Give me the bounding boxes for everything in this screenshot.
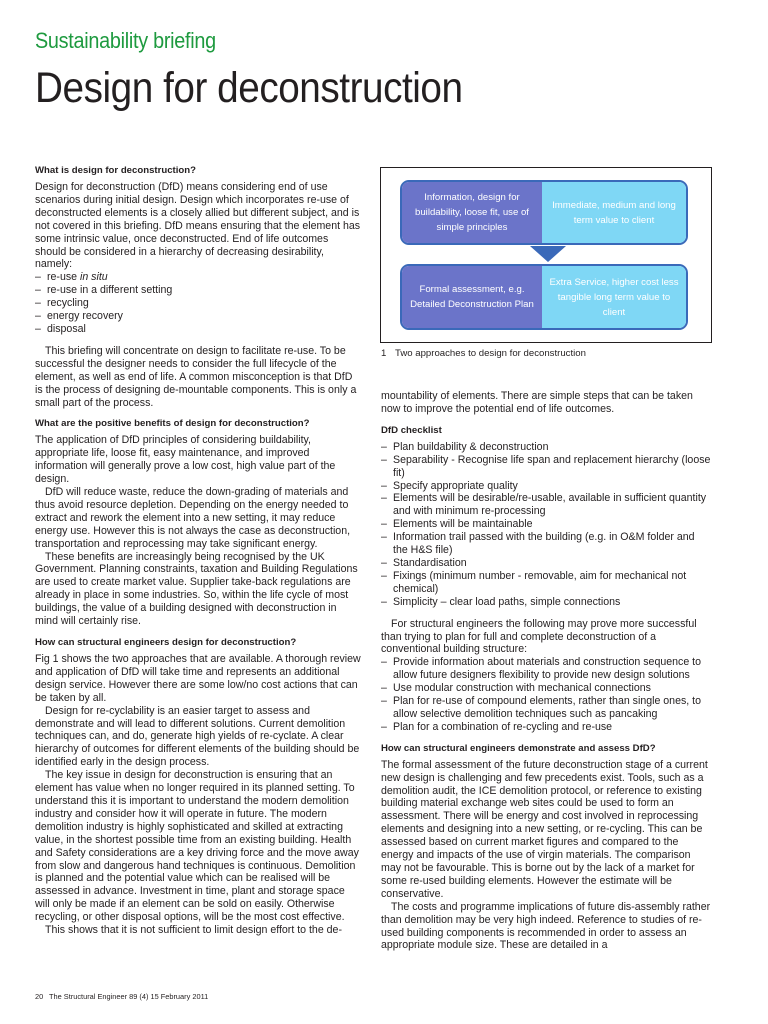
list-item-text: disposal — [47, 322, 86, 335]
section-heading: How can structural engineers design for deconstruction? — [35, 637, 297, 648]
dash: – — [381, 479, 387, 492]
list-item — [35, 310, 361, 323]
dash: – — [381, 492, 387, 505]
figure-caption-text: Two approaches to design for deconstruction — [395, 348, 586, 359]
checklist-item — [381, 454, 711, 480]
paragraph: Fig 1 shows the two approaches that are available. A thorough review and application of DfD will take time and represents an additional design service. However there are some low/no cost actions that can be taken by all. — [35, 653, 361, 704]
page-footer — [35, 992, 208, 1001]
section-heading: How can structural engineers demonstrate and assess DfD? — [381, 742, 656, 754]
list-item — [35, 297, 361, 310]
page-title: Design for deconstruction — [35, 64, 463, 112]
paragraph: mountability of elements. There are simple steps that can be taken now to improve the potential end of life outcomes. — [381, 390, 693, 415]
left-column — [35, 165, 361, 937]
checklist-item — [381, 492, 711, 518]
checklist-item — [381, 441, 711, 454]
section-heading: What are the positive benefits of design for deconstruction? — [35, 418, 310, 430]
list-item — [35, 284, 361, 297]
figure-cell-top-left: Information, design for buildability, loose fit, use of simple principles — [402, 182, 542, 243]
paragraph: The costs and programme implications of future dis-assembly rather than demolition may be very high indeed. Reference to studies of re-used building components is recommended in order to assess an appropriate module size. These are detailed in a — [381, 900, 711, 952]
figure-panel-top — [400, 180, 688, 245]
dash: – — [381, 595, 387, 608]
list-item-text: Plan for a combination of re-cycling and re-use — [393, 720, 613, 733]
list-item-text: recycling — [47, 297, 89, 310]
section-heading: What is design for deconstruction? — [35, 165, 196, 176]
checklist-item-text: Information trail passed with the building (e.g. in O&M folder and the H&S file) — [393, 531, 695, 557]
section-kicker: Sustainability briefing — [35, 28, 216, 53]
checklist-item-text: Plan buildability & deconstruction — [393, 440, 549, 453]
list-item — [35, 323, 361, 336]
figure-cell-bottom-left: Formal assessment, e.g. Detailed Deconstruction Plan — [402, 266, 542, 328]
list-item — [35, 271, 361, 284]
list-item-text: Plan for re-use of compound elements, rather than single ones, to allow selective demolition techniques such as pancaking — [393, 695, 701, 720]
dash: – — [381, 440, 387, 453]
hierarchy-list — [35, 271, 361, 336]
paragraph: The formal assessment of the future deconstruction stage of a current new design is challenging and few precedents exist. Tools, such as a demolition audit, the ICE demolition protocol, or reference to existing building material exchange web sites could be used to form an assessment. There will be energy and cost involved in reprocessing elements and designing into a new setting, or re-cycling. This can be assessed based on current market figures and compared to the energy and impacts of the use of virgin materials. The comparison may not be favourable. This is borne out by the lack of a market for some re-used building elements. However the estimate will be conservative. — [381, 758, 708, 900]
checklist-item-text: Fixings (minimum number - removable, aim for mechanical not chemical) — [393, 569, 687, 595]
figure-panel-bottom — [400, 264, 688, 330]
checklist-item-text: Elements will be desirable/re-usable, available in sufficient quantity and with minimum re-processing — [393, 492, 707, 518]
checklist-item — [381, 570, 711, 596]
structural-list — [381, 656, 711, 733]
dash: – — [381, 453, 387, 466]
dash: – — [381, 695, 387, 708]
checklist — [381, 441, 711, 609]
paragraph: Design for deconstruction (DfD) means considering end of use scenarios during initial design. Design which incorporates re-use of deconstructed elements is a closely allied but different subject, and is not covered in this briefing. DfD means ensuring that the element has some intrinsic value, once deconstructed. End of life outcomes should be considered in a hierarchy of decreasing desirability, namely: — [35, 181, 361, 271]
list-item-text: re-use — [47, 271, 80, 284]
dash: – — [35, 284, 41, 297]
dash: – — [381, 518, 387, 531]
list-item — [381, 656, 711, 682]
list-item — [381, 695, 711, 721]
checklist-item — [381, 596, 711, 609]
checklist-item-text: Simplicity – clear load paths, simple connections — [393, 595, 621, 608]
dash: – — [381, 556, 387, 569]
figure-caption — [381, 348, 586, 359]
checklist-item-text: Elements will be maintainable — [393, 518, 533, 531]
journal-citation: The Structural Engineer 89 (4) 15 February 2011 — [49, 992, 209, 1001]
list-item — [381, 682, 711, 695]
paragraph: For structural engineers the following may prove more successful than trying to plan for full and complete deconstruction of a conventional building structure: — [381, 617, 697, 656]
list-item-text: Provide information about materials and construction sequence to allow future designers flexibility to provide new design solutions — [393, 656, 701, 682]
figure-number: 1 — [381, 348, 387, 359]
checklist-item-text: Separability - Recognise life span and replacement hierarchy (loose fit) — [393, 453, 711, 479]
dash: – — [381, 682, 387, 695]
list-item-text: re-use in a different setting — [47, 284, 173, 297]
dash: – — [35, 271, 41, 284]
dash: – — [35, 297, 41, 310]
paragraph: These benefits are increasingly being recognised by the UK Government. Planning constraints, taxation and Building Regulations are used to create market value. Supplier take-back regulations are already in place in some industries. So, within the life cycle of most buildings, the value of a building designed with deconstruction in mind will certainly rise. — [35, 550, 358, 628]
checklist-item — [381, 518, 711, 531]
checklist-item — [381, 531, 711, 557]
checklist-item-text: Specify appropriate quality — [393, 479, 518, 492]
paragraph: The key issue in design for deconstruction is ensuring that an element has value when no longer required in its planned setting. To understand this it is important to understand the modern demolition industry and consider how it will operate in future. The modern demolition industry is highly sophisticated and skilled at extracting value, in the shortest possible time from an existing building. Health and Safety considerations are a key driving force and the move away from slow and dangerous hand techniques is continuous. Demolition is planned and the potential value which can be realised will be assessed in advance. Investment in time, plant and storage space will only be made if an element can be sold on easily. Otherwise recycling, or other disposal options, will be the most cost effective. — [35, 769, 359, 924]
section-heading: DfD checklist — [381, 424, 442, 436]
paragraph: The application of DfD principles of considering buildability, appropriate life, loose fit, easy maintenance, and improved information will generally prove a low cost, high value part of the design. — [35, 434, 336, 486]
figure-cell-bottom-right: Extra Service, higher cost less tangible long term value to client — [542, 266, 686, 328]
paragraph: DfD will reduce waste, reduce the down-grading of materials and thus avoid resource depletion. Depending on the energy needed to extract and rework the element into a new setting, it may reduce energy use. However this is not always the case as deconstruction, transportation and reprocessing may take significant energy. — [35, 486, 351, 550]
down-arrow-icon — [530, 246, 566, 262]
list-item — [381, 721, 711, 734]
dash: – — [381, 531, 387, 544]
dash: – — [381, 720, 387, 733]
list-item-italic: in situ — [79, 271, 108, 284]
checklist-item — [381, 557, 711, 570]
paragraph: Design for re-cyclability is an easier target to assess and demonstrate and will lead to different solutions. Current demolition techniques can, and do, generate high yields of re-cyclate. A clear hierarchy of outcomes for different elements of the building should be identified early in the design process. — [35, 704, 360, 769]
dash: – — [35, 310, 41, 323]
list-item-text: Use modular construction with mechanical connections — [393, 682, 651, 695]
checklist-item — [381, 480, 711, 493]
dash: – — [381, 656, 387, 669]
dash: – — [381, 569, 387, 582]
paragraph: This shows that it is not sufficient to limit design effort to the de- — [45, 924, 342, 937]
paragraph: This briefing will concentrate on design to facilitate re-use. To be successful the designer needs to consider the full lifecycle of the element, as well as end of life. A common misconception is that DfD is the process of designing de-mountable components. This is only a small part of the process. — [35, 344, 357, 409]
right-column — [381, 390, 711, 952]
figure-cell-top-right: Immediate, medium and long term value to client — [542, 182, 686, 243]
dash: – — [35, 322, 41, 335]
list-item-text: energy recovery — [47, 310, 123, 323]
checklist-item-text: Standardisation — [393, 556, 467, 569]
page-number: 20 — [35, 992, 44, 1001]
